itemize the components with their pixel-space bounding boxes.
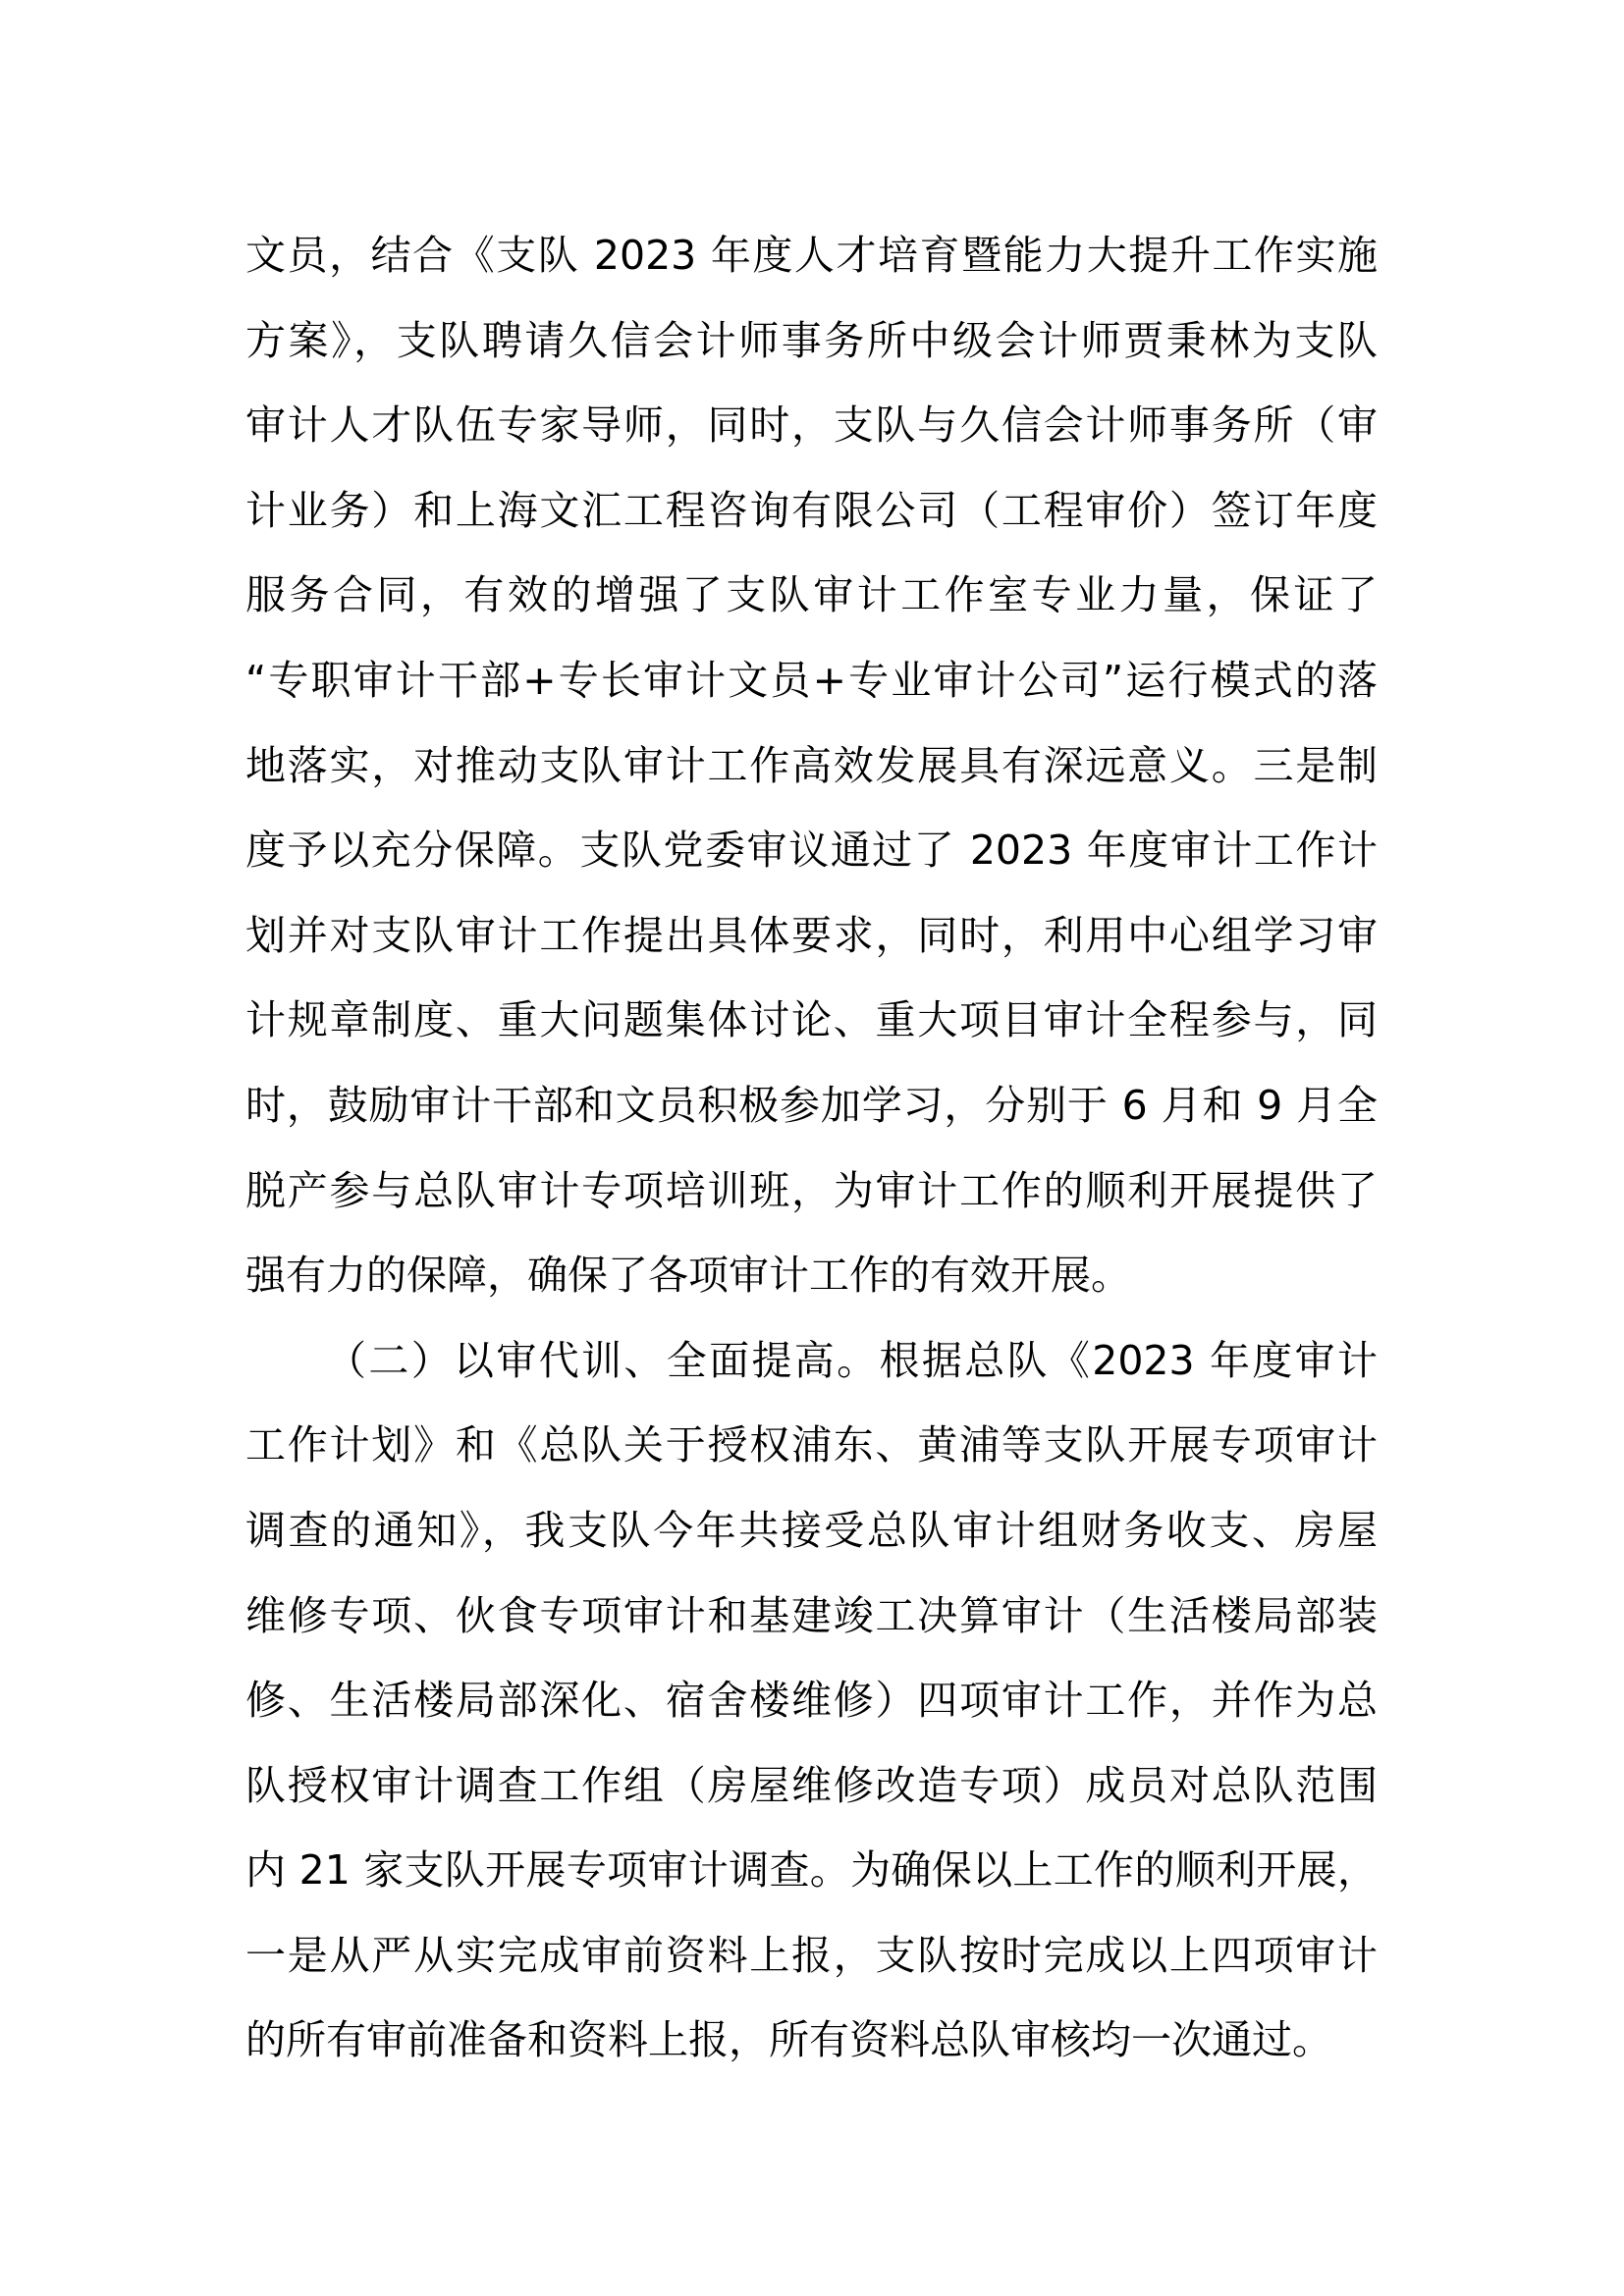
text-line: 划并对支队审计工作提出具体要求，同时，利用中心组学习审 [245, 911, 1378, 959]
text-line: 强有力的保障，确保了各项审计工作的有效开展。 [245, 1252, 1131, 1300]
text-line: 度予以充分保障。支队党委审议通过了 2023 年度审计工作计 [245, 827, 1378, 875]
text-line: 计规章制度、重大问题集体讨论、重大项目审计全程参与，同 [245, 996, 1378, 1044]
text-line: 审计人才队伍专家导师，同时，支队与久信会计师事务所（审 [245, 401, 1378, 450]
text-line: 文员，结合《支队 2023 年度人才培育暨能力大提升工作实施 [245, 232, 1378, 279]
text-line: 工作计划》和《总队关于授权浦东、黄浦等支队开展专项审计 [245, 1421, 1378, 1469]
text-line: 修、生活楼局部深化、宿舍楼维修）四项审计工作，并作为总 [245, 1677, 1378, 1725]
text-line: 服务合同，有效的增强了支队审计工作室专业力量，保证了 [245, 571, 1378, 619]
text-line: 维修专项、伙食专项审计和基建竣工决算审计（生活楼局部装 [245, 1591, 1378, 1639]
text-line: 地落实，对推动支队审计工作高效发展具有深远意义。三是制 [245, 741, 1378, 789]
text-line: 一是从严从实完成审前资料上报，支队按时完成以上四项审计 [245, 1931, 1378, 1979]
document-body [245, 213, 1378, 2083]
text-line: 队授权审计调查工作组（房屋维修改造专项）成员对总队范围 [245, 1761, 1378, 1809]
text-line: 的所有审前准备和资料上报，所有资料总队审核均一次通过。 [245, 2016, 1332, 2064]
text-line: 计业务）和上海文汇工程咨询有限公司（工程审价）签订年度 [245, 486, 1378, 534]
text-line: 时，鼓励审计干部和文员积极参加学习，分别于 6 月和 9 月全 [245, 1081, 1378, 1129]
text-line: 方案》，支队聘请久信会计师事务所中级会计师贾秉林为支队 [245, 316, 1378, 364]
text-line: 内 21 家支队开展专项审计调查。为确保以上工作的顺利开展， [245, 1846, 1378, 1895]
text-line-paragraph-start: （二）以审代训、全面提高。根据总队《2023 年度审计 [326, 1336, 1378, 1384]
text-line: “专职审计干部+专长审计文员+专业审计公司”运行模式的落 [245, 656, 1378, 704]
text-line: 调查的通知》，我支队今年共接受总队审计组财务收支、房屋 [245, 1506, 1378, 1554]
text-line: 脱产参与总队审计专项培训班，为审计工作的顺利开展提供了 [245, 1166, 1378, 1214]
